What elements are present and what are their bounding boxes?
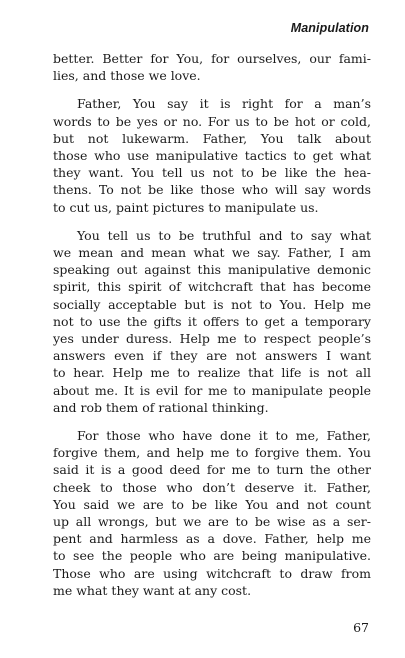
text-line: Those who are using witchcraft to draw from [53, 565, 371, 581]
page-number: 67 [353, 620, 369, 635]
text-line: they want. You tell us not to be like the hea- [53, 165, 371, 181]
text-line: to hear. Help me to realize that life is not all [53, 365, 371, 381]
text-line: lies, and those we love. [53, 68, 201, 84]
text-line: For those who have done it to me, Father, [77, 428, 371, 444]
paragraph [53, 50, 371, 84]
text-line: to cut us, paint pictures to manipulate us. [53, 199, 319, 215]
text-line: and rob them of rational thinking. [53, 399, 269, 415]
text-line: not to use the gifts it offers to get a temporary [53, 313, 371, 329]
text-line: spirit, this spirit of witchcraft that has become [53, 279, 371, 295]
text-line: socially acceptable but is not to You. Help me [53, 296, 371, 312]
text-line: thens. To not be like those who will say words [53, 182, 371, 198]
text-line: pent and harmless as a dove. Father, help me [53, 531, 371, 547]
text-line: me what they want at any cost. [53, 582, 252, 598]
text-line: Father, You say it is right for a man’s [77, 96, 371, 112]
text-line: You tell us to be truthful and to say what [77, 227, 371, 243]
text-line: about me. It is evil for me to manipulate people [53, 382, 371, 398]
paragraph [53, 95, 371, 215]
running-head: Manipulation [290, 21, 369, 35]
text-line: better. Better for You, for ourselves, our fami- [53, 51, 371, 66]
text-line: said it is a good deed for me to turn the other [53, 462, 371, 478]
body-text [53, 50, 371, 610]
text-line: to see the people who are being manipulative. [53, 548, 371, 564]
text-line: speaking out against this manipulative demonic [53, 262, 371, 278]
text-line: words to be yes or no. For us to be hot or cold, [53, 113, 371, 129]
text-line: but not lukewarm. Father, You talk about [53, 130, 371, 146]
paragraph [53, 227, 371, 416]
text-line: cheek to those who don’t deserve it. Father, [53, 479, 371, 495]
text-line: we mean and mean what we say. Father, I am [53, 245, 371, 261]
text-line: forgive them, and help me to forgive them. You [53, 445, 371, 461]
text-line: those who use manipulative tactics to get what [53, 148, 371, 164]
text-line: You said we are to be like You and not count [53, 496, 371, 512]
text-line: yes under duress. Help me to respect people’s [53, 331, 371, 347]
paragraph [53, 427, 371, 599]
text-line: up all wrongs, but we are to be wise as a ser- [53, 514, 371, 530]
text-line: answers even if they are not answers I want [53, 348, 371, 364]
